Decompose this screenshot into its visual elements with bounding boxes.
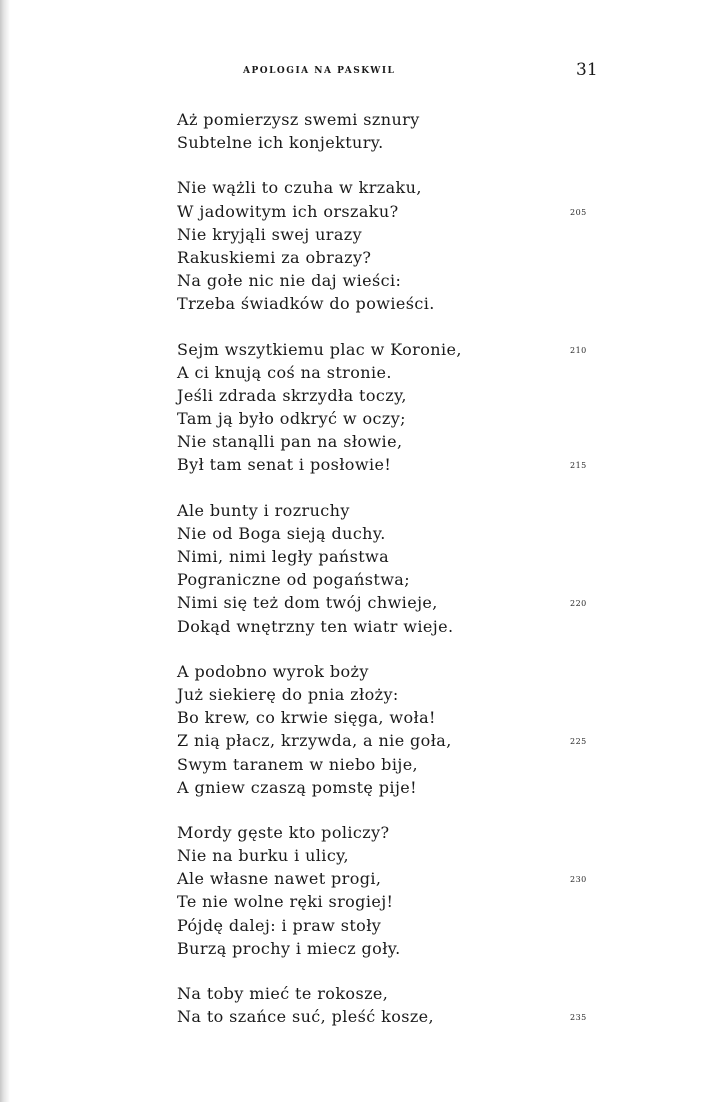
stanza [177,176,587,315]
stanza [177,660,587,799]
verse-line [177,890,577,913]
verse-line-text: A podobno wyrok boży [177,661,369,681]
verse-line [177,430,577,453]
verse-line-text: Trzeba świadków do powieści. [177,294,435,314]
verse-line [177,1005,587,1028]
verse-line [177,269,577,292]
line-number: 215 [570,461,587,471]
verse-line [177,338,587,361]
verse-line [177,108,577,131]
verse-line-text: Nie wążli to czuha w krzaku, [177,178,422,198]
verse-line-text: A ci knują coś na stronie. [177,362,392,382]
verse-line [177,200,587,223]
verse-line-text: Aż pomierzysz swemi sznury [177,110,420,129]
verse-line-text: Pójdę dalej: i praw stoły [177,915,382,935]
verse-line-text: Swym taranem w niebo bije, [177,754,419,774]
verse-line [177,499,577,522]
stanza [177,982,587,1028]
verse-line [177,361,577,384]
verse-line [177,729,587,752]
line-number: 220 [570,599,587,609]
stanza [177,499,587,638]
verse-line-text: Rakuskiemi za obrazy? [177,247,372,267]
verse-line-text: Bo krew, co krwie sięga, woła! [177,708,436,728]
verse-line-text: Nie od Boga sieją duchy. [177,523,386,543]
line-number: 235 [570,1013,587,1023]
verse-line-text: Mordy gęste kto policzy? [177,822,390,842]
verse-line [177,914,577,937]
verse-line [177,522,577,545]
verse-line-text: Na gołe nic nie daj wieści: [177,271,402,291]
page-number: 31 [576,60,598,80]
verse-line-text: A gniew czaszą pomstę pije! [177,777,418,797]
line-number: 230 [570,875,587,885]
verse-line-text: Te nie wolne ręki srogiej! [177,892,394,912]
verse-line-text: Sejm wszytkiemu plac w Koronie, [177,339,462,359]
verse-line [177,615,577,638]
verse-line-text: Nimi, nimi legły państwa [177,547,390,566]
verse-line [177,568,577,591]
line-number: 205 [570,207,587,217]
verse-line [177,176,577,199]
verse-line [177,867,587,890]
verse-line-text: Dokąd wnętrzny ten wiatr wieje. [177,616,454,636]
verse-line-text: Na toby mieć te rokosze, [177,984,389,1003]
verse-line [177,753,577,776]
verse-line-text: Już siekierę do pnia złoży: [177,684,399,704]
verse-line [177,407,577,430]
stanza [177,338,587,477]
verse-line [177,937,577,960]
verse-line-text: Nie na burku i ulicy, [177,846,349,866]
verse-line [177,591,587,614]
verse-line [177,706,577,729]
verse-line-text: Nie kryjąli swej urazy [177,224,363,244]
verse-line [177,821,577,844]
verse-line [177,982,577,1005]
verse-line [177,545,577,568]
verse-line [177,246,577,269]
verse-line-text: Nie stanąlli pan na słowie, [177,432,403,452]
verse-line [177,660,577,683]
stanza [177,108,577,154]
verse-line [177,776,577,799]
verse-line-text: Z nią płacz, krzywda, a nie goła, [177,731,452,751]
verse-line-text: Ale bunty i rozruchy [177,500,350,520]
binding-edge-shadow [0,0,10,1102]
verse-line-text: Jeśli zdrada skrzydła toczy, [177,385,407,405]
verse-line-text: Był tam senat i posłowie! [177,455,392,475]
verse-line-text: Tam ją było odkryć w oczy; [177,409,406,429]
line-number: 210 [570,345,587,355]
verse-line [177,844,577,867]
verse-line-text: Na to szańce suć, pleść kosze, [177,1007,435,1027]
verse-line [177,683,577,706]
verse-line-text: Ale własne nawet progi, [177,869,382,889]
stanza [177,821,587,960]
verse-line-text: Burzą prochy i miecz goły. [177,938,401,958]
verse-line-text: Subtelne ich konjektury. [177,133,384,153]
verse-line [177,384,577,407]
line-number: 225 [570,737,587,747]
running-title: APOLOGIA NA PASKWIL [243,66,396,76]
verse-line [177,131,577,154]
verse-line [177,223,577,246]
verse-line-text: Pograniczne od pogaństwa; [177,570,411,590]
verse-line-text: Nimi się też dom twój chwieje, [177,593,438,613]
poem-body [177,108,587,1050]
verse-line [177,453,587,476]
verse-line [177,292,577,315]
verse-line-text: W jadowitym ich orszaku? [177,201,399,221]
